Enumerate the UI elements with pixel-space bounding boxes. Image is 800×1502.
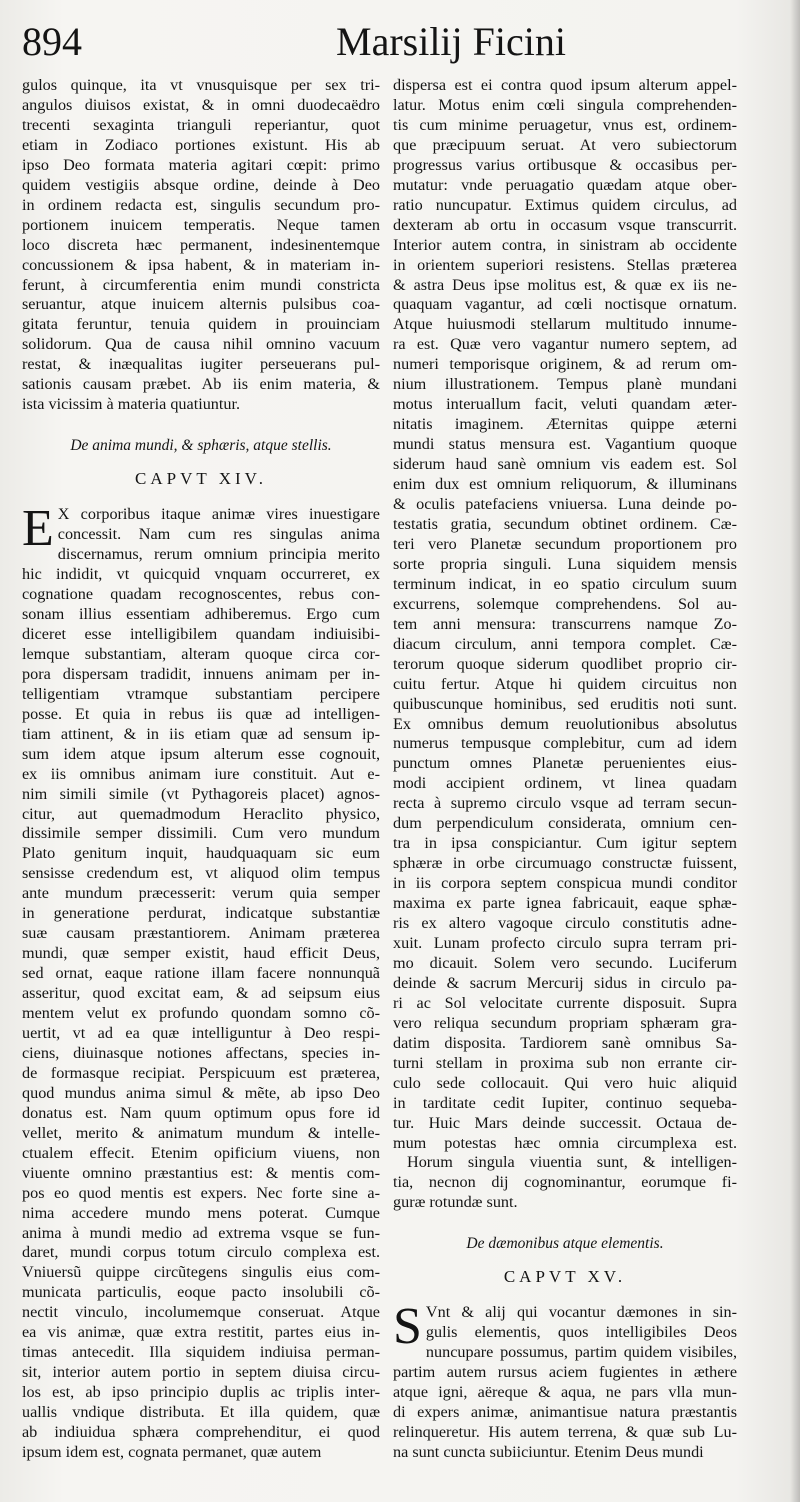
text-line: ante mundum præcesserit: verum quia semper bbox=[22, 884, 380, 903]
running-title: Marsilij Ficini bbox=[336, 19, 566, 64]
text-line: numerus tempusque complebitur, cum ad idem bbox=[393, 734, 737, 753]
text-line: di expers animæ, animantisue natura præstantis bbox=[393, 1403, 737, 1422]
text-line: lemque substantiam, alteram quoque circa cor- bbox=[22, 644, 380, 663]
text-line: gitata feruntur, tenuia quidem in prouinciam bbox=[22, 315, 380, 334]
left-column bbox=[22, 76, 380, 1463]
text-line: portionem inuicem temperatis. Neque tamen bbox=[22, 215, 380, 234]
text-line: loco discreta hæc permanent, indesinentemque bbox=[22, 235, 380, 254]
right-column bbox=[393, 76, 737, 1463]
text-line: tiam attinent, & in iis etiam quæ ad sensum ip- bbox=[22, 724, 380, 743]
text-line: quod mundus anima simul & mẽte, ab ipso Deo bbox=[22, 1083, 380, 1102]
chapter-15-heading: CAPVT XV. bbox=[503, 1267, 627, 1287]
text-line: turni stellam in proxima sub non errante cir- bbox=[393, 1053, 737, 1072]
text-line: ex iis omnibus animam iure constituit. Aut e- bbox=[22, 764, 380, 783]
text-line: solidorum. Qua de causa nihil omnino vacuum bbox=[22, 335, 380, 354]
text-line: concussionem & ipsa habent, & in materiam in- bbox=[22, 255, 380, 274]
text-line: restat, & inæqualitas iugiter perseuerans pul- bbox=[22, 355, 380, 374]
text-line: sonam illius essentiam adhiberemus. Ergo cum bbox=[22, 604, 380, 623]
text-line: ri ac Sol velocitate currente disposuit. Supra bbox=[393, 993, 737, 1012]
text-line: donatus est. Nam quum optimum opus fore id bbox=[22, 1103, 380, 1122]
text-line: atque igni, aëreque & aqua, ne pars vlla mun- bbox=[393, 1383, 737, 1402]
text-line: & oculis patefaciens vniuersa. Luna deinde po- bbox=[393, 495, 737, 514]
text-line: & astra Deus ipse molitus est, & quæ ex iis ne- bbox=[393, 275, 737, 294]
chapter-14-heading: CAPVT XIV. bbox=[135, 469, 267, 489]
text-line: hic indidit, vt quicquid vnquam occurreret, ex bbox=[22, 565, 380, 584]
text-line: diacum circulum, anni tempora complet. Cæ- bbox=[393, 634, 737, 653]
text-line: ea vis animæ, quæ extra restitit, partes eius in- bbox=[22, 1323, 380, 1342]
text-line: siderum haud sanè omnium vis eadem est. Sol bbox=[393, 455, 737, 474]
text-line: tem anni mensura: transcurrens namque Zo- bbox=[393, 614, 737, 633]
text-line: teri vero Planetæ secundum proportionem pro bbox=[393, 534, 737, 553]
page-edge-shadow bbox=[790, 0, 800, 1502]
text-line: progressus varius ortibusque & occasibus per- bbox=[393, 155, 737, 174]
text-line: Ex omnibus demum reuolutionibus absolutus bbox=[393, 714, 737, 733]
text-line: daret, mundi corpus totum circulo complexa est. bbox=[22, 1243, 380, 1262]
text-line: enim dux est omnium reliquorum, & illuminans bbox=[393, 475, 737, 494]
text-line: ferunt, à circumferentia enim mundi constricta bbox=[22, 275, 380, 294]
text-line: in orientem superiori resistens. Stellas præterea bbox=[393, 255, 737, 274]
text-line: modi accipient ordinem, vt linea quadam bbox=[393, 774, 737, 793]
text-line: diceret esse intelligibilem quandam indiuisibi- bbox=[22, 624, 380, 643]
text-line: nectit vinculo, incolumemque conseruat. Atque bbox=[22, 1303, 380, 1322]
text-line: guræ rotundæ sunt. bbox=[393, 1193, 518, 1212]
text-line: nium illustrationem. Tempus planè mundani bbox=[393, 375, 737, 394]
right-paragraph-2 bbox=[393, 1298, 737, 1463]
text-line: Vnt & alij qui vocantur dæmones in sin- bbox=[425, 1303, 737, 1322]
text-line: tis cum minime peruagetur, vnus est, ordinem- bbox=[393, 115, 737, 134]
text-line: punctum omnes Planetæ peruenientes eius- bbox=[393, 754, 737, 773]
text-line: dum perpendiculum considerata, omnium cen- bbox=[393, 814, 737, 833]
chapter-15-subtitle: De dæmonibus atque elementis. bbox=[466, 1235, 664, 1253]
text-line: Atque huiusmodi stellarum multitudo innume- bbox=[393, 315, 737, 334]
chapter-15-body bbox=[393, 1298, 737, 1463]
text-line: X corporibus itaque animæ vires inuestigare bbox=[57, 505, 380, 524]
text-line: tra in ipsa conspiciantur. Cum igitur septem bbox=[393, 834, 737, 853]
text-line: que præcipuum seruat. At vero subiectorum bbox=[393, 135, 737, 154]
text-line: dexteram ab ortu in occasum vsque transcurrit. bbox=[393, 215, 737, 234]
text-line: angulos diuisos existat, & in omni duodecaëdro bbox=[22, 95, 380, 114]
text-line: in ordinem redacta est, singulis secundum pro- bbox=[22, 195, 380, 214]
text-line: mutatur: vnde peruagatio quædam atque ober- bbox=[393, 175, 737, 194]
text-line: mundi status mensura est. Vagantium quoque bbox=[393, 435, 737, 454]
text-line: latur. Motus enim cœli singula comprehenden- bbox=[393, 95, 737, 114]
text-line: nitatis imaginem. Æternitas quippe æterni bbox=[393, 415, 737, 434]
text-line: anima à mundi medio ad extrema vsque se fun- bbox=[22, 1223, 380, 1242]
text-line: viuente omnino præstantius est: & mentis com- bbox=[22, 1163, 380, 1182]
text-line: ratio nuncupatur. Extimus quidem circulus, ad bbox=[393, 195, 737, 214]
text-line: sensisse credendum est, vt aliquod olim tempus bbox=[22, 864, 380, 883]
page-header bbox=[22, 18, 770, 70]
text-line: sed ornat, eaque ratione illam facere nonnunquã bbox=[22, 964, 380, 983]
text-line: concessit. Nam cum res singulas anima bbox=[57, 525, 380, 544]
text-line: in iis corpora septem conspicua mundi conditor bbox=[393, 874, 737, 893]
text-line: deinde & sacrum Mercurij sidus in circulo pa- bbox=[393, 973, 737, 992]
text-line: los est, ab ipso principio duplis ac triplis inter- bbox=[22, 1383, 380, 1402]
text-line: suæ causam præstantiorem. Animam præterea bbox=[22, 924, 380, 943]
text-line: discernamus, rerum omnium principia merito bbox=[57, 545, 380, 564]
text-line: pora dispersam tradidit, innuens animam per in- bbox=[22, 664, 380, 683]
text-line: dispersa est ei contra quod ipsum alterum appel- bbox=[393, 76, 737, 94]
left-paragraph-1 bbox=[22, 76, 380, 415]
text-line: nuncupare possumus, partim quidem visibiles, bbox=[425, 1343, 737, 1362]
text-line: cuitu fertur. Atque hi quidem circuitus non bbox=[393, 674, 737, 693]
right-paragraph-1 bbox=[393, 76, 737, 1213]
chapter-14-body bbox=[22, 500, 380, 1463]
drop-cap-s: S bbox=[393, 1298, 422, 1356]
text-line: ris ex altero vagoque circulo constitutis adne- bbox=[393, 914, 737, 933]
text-line: trecenti sexaginta trianguli reperiantur, quot bbox=[22, 115, 380, 134]
text-line: citur, aut quemadmodum Heraclito physico, bbox=[22, 804, 380, 823]
text-line: ciens, diuinasque notiones affectans, species in- bbox=[22, 1043, 380, 1062]
text-line: tia, necnon dij cognominantur, eorumque fi- bbox=[393, 1173, 737, 1192]
text-line: xuit. Lunam profecto circulo supra terram pri- bbox=[393, 933, 737, 952]
text-line: terminum indicat, in eo spatio circulum suum bbox=[393, 574, 737, 593]
text-line: cognatione quadam recognoscentes, rebus con- bbox=[22, 585, 380, 604]
text-line: testatis gratia, secundum obtinet ordinem. Cæ- bbox=[393, 514, 737, 533]
text-line: ipso Deo formata materia agitari cœpit: primo bbox=[22, 155, 380, 174]
text-line: seruantur, atque inuicem alternis pulsibus coa- bbox=[22, 295, 380, 314]
text-line: ctualem effecit. Etenim opificium viuens, non bbox=[22, 1143, 380, 1162]
text-line: in tarditate cedit Iupiter, continuo sequeba- bbox=[393, 1093, 737, 1112]
text-line: na sunt cuncta subiiciuntur. Etenim Deus mundi bbox=[393, 1443, 704, 1461]
text-line: uallis vndique distributa. Et illa quidem, quæ bbox=[22, 1403, 380, 1422]
page-number: 894 bbox=[22, 19, 82, 64]
text-line: ipsum idem est, cognata permanet, quæ autem bbox=[22, 1443, 322, 1461]
text-line: datim disposita. Tardiorem sanè omnibus Sa- bbox=[393, 1033, 737, 1052]
text-line: numeri temporisque originem, & ad rerum om- bbox=[393, 355, 737, 374]
text-line: uertit, vt ad ea quæ intelliguntur à Deo respi- bbox=[22, 1023, 380, 1042]
text-line: vellet, merito & animatum mundum & intelle- bbox=[22, 1123, 380, 1142]
text-line: gulos quinque, ita vt vnusquisque per sex tri- bbox=[22, 76, 380, 94]
text-line: terorum quoque siderum quodlibet proprio cir- bbox=[393, 654, 737, 673]
text-line: Vniuersũ quippe circũtegens singulis eius com- bbox=[22, 1263, 380, 1282]
text-line: etiam in Zodiaco portiones existunt. His ab bbox=[22, 135, 380, 154]
text-line: nim simili simile (vt Pythagoreis placet) agnos- bbox=[22, 784, 380, 803]
text-line: sit, interior autem portio in septem diuisa circu- bbox=[22, 1363, 380, 1382]
text-line: sum idem atque ipsum alterum esse cognouit, bbox=[22, 744, 380, 763]
text-line: recta à supremo circulo vsque ad terram secun- bbox=[393, 794, 737, 813]
text-line: partim autem rursus aciem fugientes in æthere bbox=[393, 1363, 737, 1382]
text-line: ab indiuidua sphæra comprehenditur, ei quod bbox=[22, 1423, 380, 1442]
text-line: relinqueretur. His autem terrena, & quæ sub Lu- bbox=[393, 1423, 737, 1442]
text-line: de formasque recipiat. Perspicuum est præterea, bbox=[22, 1063, 380, 1082]
text-line: municata particulis, eoque pacto insolubili cõ- bbox=[22, 1283, 380, 1302]
text-line: quidem vestigiis absque ordine, deinde à Deo bbox=[22, 175, 380, 194]
text-line: vero reliqua secundum propriam sphæram gra- bbox=[393, 1013, 737, 1032]
text-line: dissimile semper dissimili. Cum vero mundum bbox=[22, 824, 380, 843]
text-line: telligentiam vtramque substantiam percipere bbox=[22, 684, 380, 703]
text-line: pos eo quod mentis est expers. Nec forte sine a- bbox=[22, 1183, 380, 1202]
text-line: mundi, quæ semper existit, haud efficit Deus, bbox=[22, 944, 380, 963]
text-line: sationis causam præbet. Ab iis enim materia, & bbox=[22, 375, 380, 394]
text-line: excurrens, solemque comprehendens. Sol au- bbox=[393, 594, 737, 613]
text-line: in generatione perdurat, indicatque substantiæ bbox=[22, 904, 380, 923]
text-line: ista vicissim à materia quatiuntur. bbox=[22, 395, 241, 414]
text-line: posse. Et quia in rebus iis quæ ad intelligen- bbox=[22, 704, 380, 723]
text-line: Interior autem contra, in sinistram ab occidente bbox=[393, 235, 737, 254]
text-line: Horum singula viuentia sunt, & intelligen- bbox=[407, 1153, 737, 1172]
text-line: maxima ex parte ignea fabricauit, eaque sphæ- bbox=[393, 894, 737, 913]
text-line: quibuscunque hominibus, sed eruditis noti sunt. bbox=[393, 694, 737, 713]
drop-cap-e: E bbox=[22, 500, 54, 558]
text-line: quaquam vagantur, ad cœli noctisque ornatum. bbox=[393, 295, 737, 314]
text-line: nima accedere mundo mens poterat. Cumque bbox=[22, 1203, 380, 1222]
text-line: mentem velut ex profundo quondam somno cõ- bbox=[22, 1004, 380, 1023]
text-line: mum potestas hæc omnia circumplexa est. bbox=[393, 1133, 737, 1152]
text-line: culo sede collocauit. Qui vero huic aliquid bbox=[393, 1073, 737, 1092]
text-line: mo dicauit. Solem vero secundo. Luciferum bbox=[393, 953, 737, 972]
left-paragraph-2 bbox=[22, 500, 380, 1463]
text-line: sorte propria singuli. Luna siquidem mensis bbox=[393, 554, 737, 573]
text-line: gulis elementis, quos intelligibiles Deos bbox=[425, 1323, 737, 1342]
text-line: motus interuallum facit, veluti quandam æter- bbox=[393, 395, 737, 414]
text-line: Plato genitum inquit, haudquaquam sic eum bbox=[22, 844, 380, 863]
text-line: sphæræ in orbe circumuago constructæ fuissent, bbox=[393, 854, 737, 873]
chapter-14-subtitle: De anima mundi, & sphæris, atque stellis. bbox=[70, 437, 332, 455]
text-line: timas antecedit. Illa siquidem indiuisa perman- bbox=[22, 1343, 380, 1362]
text-line: asseritur, quod excitat eam, & ad seipsum eius bbox=[22, 984, 380, 1003]
text-line: ra est. Quæ vero vagantur numero septem, ad bbox=[393, 335, 737, 354]
text-line: tur. Huic Mars deinde successit. Octaua de- bbox=[393, 1113, 737, 1132]
